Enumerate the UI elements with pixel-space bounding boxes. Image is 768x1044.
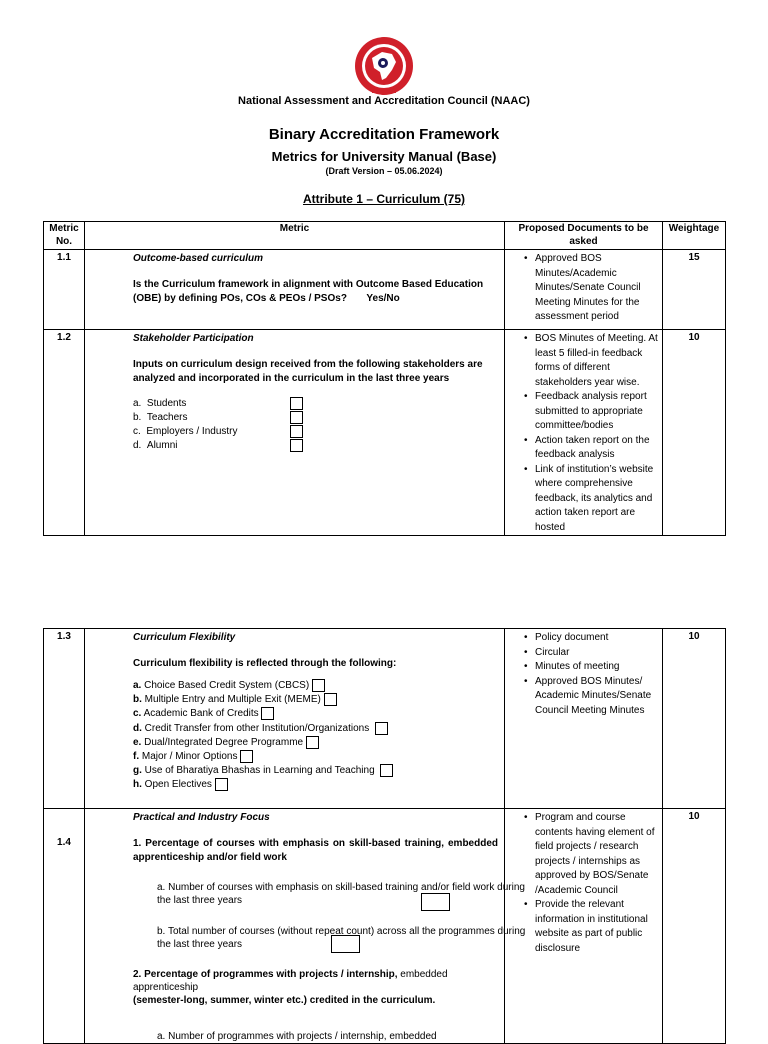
table-row: [44, 250, 726, 330]
naac-logo: [352, 36, 416, 96]
metric-number: 1.3: [44, 629, 85, 809]
option-label: Alumni: [146, 439, 178, 451]
option-marker: f.: [133, 751, 140, 763]
metric-question-2a: a. Number of programmes with projects / internship, embedded: [157, 1031, 437, 1042]
value-input-1a[interactable]: [421, 893, 450, 911]
metrics-table-2: [43, 628, 726, 1044]
doc-item: • Link of institution’s website where comprehensive feedback, its analytics and action taken report are hosted: [535, 463, 660, 536]
doc-item: • Feedback analysis report submitted to appropriate committee/bodies: [535, 390, 660, 434]
doc-item: • Minutes of meeting: [535, 660, 660, 675]
doc-item: • Approved BOS Minutes/ Academic Minutes/Senate Council Meeting Minutes: [535, 675, 660, 719]
doc-item: • Program and course contents having element of field projects / research projects / internships as approved by BOS/Senate /Academic Council: [535, 811, 660, 898]
flexibility-options: [133, 679, 498, 793]
metric-number: 1.2: [44, 330, 85, 536]
value-input-1b[interactable]: [331, 935, 360, 953]
metric-question: Curriculum flexibility is reflected through the following:: [133, 658, 397, 669]
option-abc: [133, 707, 498, 721]
metric-heading: Practical and Industry Focus: [133, 812, 270, 823]
col-docs: Proposed Documents to be asked: [505, 222, 663, 250]
option-employers: [133, 424, 303, 438]
doc-item: • Provide the relevant information in institutional website as part of public disclosure: [535, 898, 660, 956]
option-marker: g.: [133, 765, 142, 777]
checkbox[interactable]: [324, 693, 337, 706]
option-marker: a.: [133, 680, 142, 692]
metric-cell: [85, 250, 505, 330]
doc-item: • Circular: [535, 646, 660, 661]
table-row: [44, 809, 726, 1044]
option-label: Academic Bank of Credits: [143, 708, 259, 720]
attribute-heading: Attribute 1 – Curriculum (75): [302, 192, 466, 206]
checkbox[interactable]: [290, 439, 303, 452]
table-header-row: [44, 222, 726, 250]
doc-item: • Action taken report on the feedback analysis: [535, 434, 660, 463]
docs-cell: [505, 330, 663, 536]
checkbox[interactable]: [290, 425, 303, 438]
table-row: [44, 629, 726, 809]
option-teachers: [133, 410, 303, 424]
col-metric: Metric: [85, 222, 505, 250]
option-label: Teachers: [146, 411, 188, 423]
option-meme: [133, 693, 498, 707]
metric-heading: Stakeholder Participation: [133, 333, 254, 344]
metric-question-text: Is the Curriculum framework in alignment with Outcome Based Education (OBE) by defining POs, COs & PEOs / PSOs?: [133, 279, 484, 304]
option-credit-transfer: [133, 722, 498, 736]
metric-cell: [85, 330, 505, 536]
option-marker: h.: [133, 779, 142, 791]
doc-item: • Policy document: [535, 631, 660, 646]
checkbox[interactable]: [240, 750, 253, 763]
metric-question-1: 1. Percentage of courses with emphasis on skill-based training, embedded apprenticeship and/or field work: [133, 838, 498, 863]
doc-title: Binary Accreditation Framework: [268, 126, 500, 143]
checkbox[interactable]: [215, 778, 228, 791]
checkbox[interactable]: [380, 764, 393, 777]
checkbox[interactable]: [290, 411, 303, 424]
docs-cell: [505, 629, 663, 809]
draft-version: (Draft Version – 05.06.2024): [325, 166, 443, 176]
col-metric-no: Metric No.: [44, 222, 85, 250]
option-label: Students: [146, 397, 187, 409]
metric-heading: Curriculum Flexibility: [133, 632, 236, 643]
option-marker: a.: [133, 397, 142, 409]
metric-question: Inputs on curriculum design received from the following stakeholders are analyzed and incorporated in the curriculum in the last three years: [133, 359, 483, 384]
doc-item: • BOS Minutes of Meeting. At least 5 filled-in feedback forms of different stakeholders year wise.: [535, 332, 660, 390]
naac-seal-icon: [352, 36, 416, 96]
checkbox[interactable]: [290, 397, 303, 410]
option-cbcs: [133, 679, 498, 693]
option-marker: e.: [133, 736, 142, 748]
option-marker: c.: [133, 708, 142, 720]
weightage-value: 10: [663, 809, 726, 1044]
option-major-minor: [133, 750, 498, 764]
option-label: Credit Transfer from other Institution/Organizations: [144, 722, 370, 734]
weightage-value: 10: [663, 330, 726, 536]
option-bharatiya-bhashas: [133, 764, 498, 778]
metrics-table-1: [43, 221, 726, 536]
metric-question-1b: b. Total number of courses (without repeat count) across all the programmes during the last three years: [157, 926, 526, 950]
option-label: Multiple Entry and Multiple Exit (MEME): [144, 694, 321, 706]
metric-question-2-line2: (semester-long, summer, winter etc.) credited in the curriculum.: [133, 995, 436, 1006]
metric-question: [133, 278, 498, 306]
question-2-rest: embedded apprenticeship: [133, 969, 448, 993]
checkbox[interactable]: [306, 736, 319, 749]
option-students: [133, 396, 303, 410]
yes-no-answer: Yes/No: [366, 293, 400, 304]
question-2-bold: 2. Percentage of programmes with projects / internship,: [133, 969, 398, 980]
option-label: Dual/Integrated Degree Programme: [144, 736, 304, 748]
option-marker: d.: [133, 722, 142, 734]
checkbox[interactable]: [261, 707, 274, 720]
doc-subtitle: Metrics for University Manual (Base): [271, 149, 497, 164]
checkbox[interactable]: [312, 679, 325, 692]
metric-question-2: [133, 968, 498, 994]
stakeholder-options: [133, 396, 303, 452]
docs-cell: [505, 250, 663, 330]
metric-heading: Outcome-based curriculum: [133, 253, 264, 264]
option-label: Open Electives: [144, 779, 212, 791]
table-row: [44, 330, 726, 536]
option-label: Choice Based Credit System (CBCS): [144, 680, 310, 692]
option-marker: d.: [133, 439, 142, 451]
metric-cell: [85, 629, 505, 809]
metric-question-1a: a. Number of courses with emphasis on skill-based training and/or field work during the last three years: [157, 882, 525, 906]
weightage-value: 10: [663, 629, 726, 809]
doc-item: • Approved BOS Minutes/Academic Minutes/Senate Council Meeting Minutes for the assessment period: [535, 252, 660, 325]
metric-number: 1.1: [44, 250, 85, 330]
option-open-electives: [133, 778, 498, 792]
option-alumni: [133, 438, 303, 452]
org-name: National Assessment and Accreditation Council (NAAC): [238, 95, 530, 107]
option-marker: b.: [133, 694, 142, 706]
weightage-value: 15: [663, 250, 726, 330]
col-weightage: Weightage: [663, 222, 726, 250]
metric-cell: [85, 809, 526, 1044]
option-label: Employers / Industry: [146, 425, 238, 437]
option-marker: c.: [133, 425, 141, 437]
option-marker: b.: [133, 411, 142, 423]
docs-cell: [505, 809, 663, 1044]
option-dual-degree: [133, 736, 498, 750]
option-label: Major / Minor Options: [141, 751, 238, 763]
metric-number: 1.4: [44, 809, 85, 1044]
option-label: Use of Bharatiya Bhashas in Learning and Teaching: [144, 765, 375, 777]
checkbox[interactable]: [375, 722, 388, 735]
